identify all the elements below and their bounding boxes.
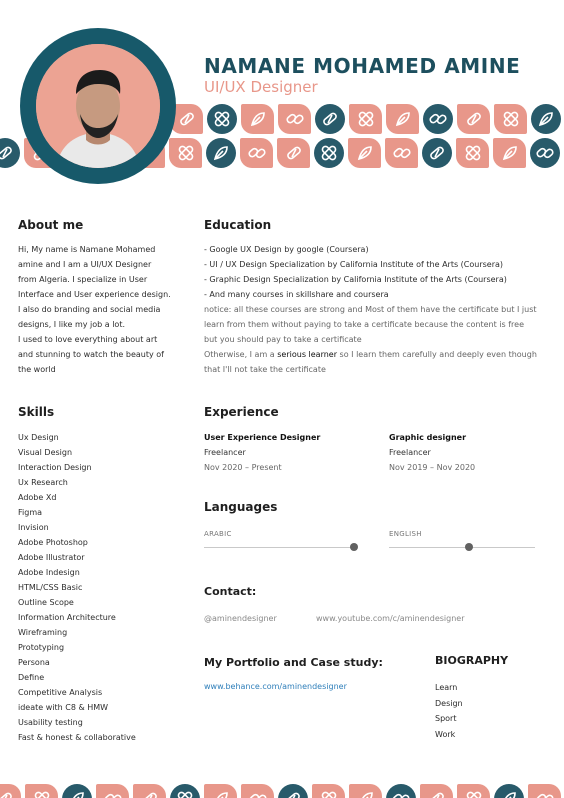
feather-icon bbox=[206, 138, 236, 168]
skill-item: Interaction Design bbox=[18, 463, 92, 472]
education-otherwise-line bbox=[204, 347, 556, 362]
bandage-icon bbox=[207, 104, 237, 134]
about-line: I used to love everything about art bbox=[18, 335, 158, 344]
bandage-icon bbox=[25, 784, 58, 798]
pill-icon bbox=[277, 138, 310, 168]
bandage-icon bbox=[314, 138, 344, 168]
skill-item: Fast & honest & collaborative bbox=[18, 733, 136, 742]
skill-item: Information Architecture bbox=[18, 613, 116, 622]
skills-heading: Skills bbox=[18, 405, 55, 419]
language-arabic-level-knob bbox=[350, 543, 358, 551]
bandage-icon bbox=[494, 104, 527, 134]
experience-job-2 bbox=[389, 430, 475, 475]
skill-item: Adobe Photoshop bbox=[18, 538, 88, 547]
job-type: Freelancer bbox=[204, 448, 246, 457]
about-line: and stunning to watch the beauty of bbox=[18, 350, 164, 359]
about-line: designs, I like my job a lot. bbox=[18, 320, 126, 329]
otherwise-text: Otherwise, I am a bbox=[204, 350, 278, 359]
job-dates: Nov 2020 – Present bbox=[204, 463, 282, 472]
skill-item: HTML/CSS Basic bbox=[18, 583, 83, 592]
bandage-icon bbox=[457, 784, 490, 798]
language-arabic-track bbox=[204, 547, 354, 548]
education-notice-line: but you should pay to take a certificate bbox=[204, 335, 362, 344]
chain-link-icon bbox=[423, 104, 453, 134]
feather-icon bbox=[204, 784, 237, 798]
about-heading: About me bbox=[18, 218, 84, 232]
pill-icon bbox=[422, 138, 452, 168]
contact-youtube-link[interactable]: www.youtube.com/c/aminendesigner bbox=[316, 614, 465, 623]
feather-icon bbox=[348, 138, 381, 168]
job-dates: Nov 2019 – Nov 2020 bbox=[389, 463, 476, 472]
skill-item: Define bbox=[18, 673, 45, 682]
education-item: - UI / UX Design Specialization by California Institute of the Arts (Coursera) bbox=[204, 260, 504, 269]
portfolio-behance-link[interactable]: www.behance.com/aminendesigner bbox=[204, 682, 347, 691]
skill-item: Visual Design bbox=[18, 448, 73, 457]
skill-item: Prototyping bbox=[18, 643, 65, 652]
education-item: - And many courses in skillshare and coursera bbox=[204, 290, 389, 299]
about-text bbox=[18, 242, 190, 377]
languages-heading: Languages bbox=[204, 500, 278, 514]
about-line: from Algeria. I specialize in User bbox=[18, 275, 148, 284]
skill-item: Adobe Indesign bbox=[18, 568, 80, 577]
feather-icon bbox=[241, 104, 274, 134]
education-notice-line: notice: all these courses are strong and Most of them have the certificate but I just bbox=[204, 305, 537, 314]
skill-item: ideate with C8 & HMW bbox=[18, 703, 109, 712]
biography-item: Sport bbox=[435, 714, 457, 723]
job-title: User Experience Designer bbox=[204, 433, 321, 442]
job-title: Graphic designer bbox=[389, 433, 467, 442]
biography-item: Work bbox=[435, 729, 456, 739]
candidate-role: UI/UX Designer bbox=[204, 78, 318, 96]
about-line: Interface and User experience design. bbox=[18, 290, 171, 299]
experience-heading: Experience bbox=[204, 405, 279, 419]
biography-heading: BIOGRAPHY bbox=[435, 654, 509, 667]
feather-icon bbox=[494, 784, 524, 798]
pill-icon bbox=[0, 784, 21, 798]
feather-icon bbox=[531, 104, 561, 134]
skill-item: Invision bbox=[18, 523, 49, 532]
pill-icon bbox=[278, 784, 308, 798]
chain-link-icon bbox=[386, 784, 416, 798]
language-english-track bbox=[389, 547, 535, 548]
language-english-label: ENGLISH bbox=[389, 530, 422, 538]
skill-item: Ux Research bbox=[18, 478, 68, 487]
portrait-illustration bbox=[36, 44, 160, 168]
skill-item: Ux Design bbox=[18, 433, 59, 442]
job-type: Freelancer bbox=[389, 448, 431, 457]
about-line: the world bbox=[18, 365, 56, 374]
education-notice-line: learn from them without paying to take a certificate because the content is free bbox=[204, 320, 525, 329]
education-text bbox=[204, 242, 556, 377]
experience-job-1 bbox=[204, 430, 320, 475]
education-heading: Education bbox=[204, 218, 272, 232]
chain-link-icon bbox=[385, 138, 418, 168]
education-item: - Google UX Design by google (Coursera) bbox=[204, 245, 369, 254]
contact-heading: Contact: bbox=[204, 585, 257, 598]
avatar bbox=[36, 44, 160, 168]
feather-icon bbox=[386, 104, 419, 134]
avatar-ring bbox=[20, 28, 176, 184]
about-line: Hi, My name is Namane Mohamed bbox=[18, 245, 156, 254]
pill-icon bbox=[315, 104, 345, 134]
footer-pattern-row bbox=[0, 784, 561, 798]
skill-item: Wireframing bbox=[18, 628, 68, 637]
portfolio-heading: My Portfolio and Case study: bbox=[204, 656, 383, 669]
about-line: amine and I am a UI/UX Designer bbox=[18, 260, 152, 269]
biography-list bbox=[435, 680, 463, 742]
skill-item: Persona bbox=[18, 658, 50, 667]
chain-link-icon bbox=[530, 138, 560, 168]
skill-item: Adobe Xd bbox=[18, 493, 57, 502]
bandage-icon bbox=[312, 784, 345, 798]
otherwise-rest-text: so I learn them carefully and deeply even though bbox=[337, 350, 537, 359]
skills-list bbox=[18, 430, 136, 745]
pill-icon bbox=[457, 104, 490, 134]
feather-icon bbox=[62, 784, 92, 798]
pill-icon bbox=[0, 138, 20, 168]
skill-item: Adobe Illustrator bbox=[18, 553, 85, 562]
bandage-icon bbox=[349, 104, 382, 134]
education-final-line: that I'll not take the certificate bbox=[204, 365, 326, 374]
biography-item: Learn bbox=[435, 683, 458, 692]
serious-learner-text: serious learner bbox=[277, 350, 338, 359]
skill-item: Figma bbox=[18, 508, 43, 517]
feather-icon bbox=[493, 138, 526, 168]
feather-icon bbox=[349, 784, 382, 798]
skill-item: Competitive Analysis bbox=[18, 688, 103, 697]
bandage-icon bbox=[169, 138, 202, 168]
education-item: - Graphic Design Specialization by California Institute of the Arts (Coursera) bbox=[204, 275, 507, 284]
chain-link-icon bbox=[96, 784, 129, 798]
chain-link-icon bbox=[241, 784, 274, 798]
bandage-icon bbox=[170, 784, 200, 798]
chain-link-icon bbox=[278, 104, 311, 134]
contact-handle[interactable]: @aminendesigner bbox=[204, 614, 277, 623]
about-line: I also do branding and social media bbox=[18, 305, 161, 314]
pill-icon bbox=[420, 784, 453, 798]
skill-item: Outline Scope bbox=[18, 598, 74, 607]
chain-link-icon bbox=[528, 784, 561, 798]
chain-link-icon bbox=[240, 138, 273, 168]
pill-icon bbox=[133, 784, 166, 798]
candidate-name: NAMANE MOHAMED AMINE bbox=[204, 54, 521, 78]
language-arabic-label: ARABIC bbox=[204, 530, 232, 538]
skill-item: Usability testing bbox=[18, 718, 83, 727]
header-pattern-row-1 bbox=[170, 104, 561, 134]
biography-item: Design bbox=[435, 698, 463, 708]
language-english-level-knob bbox=[465, 543, 473, 551]
bandage-icon bbox=[456, 138, 489, 168]
